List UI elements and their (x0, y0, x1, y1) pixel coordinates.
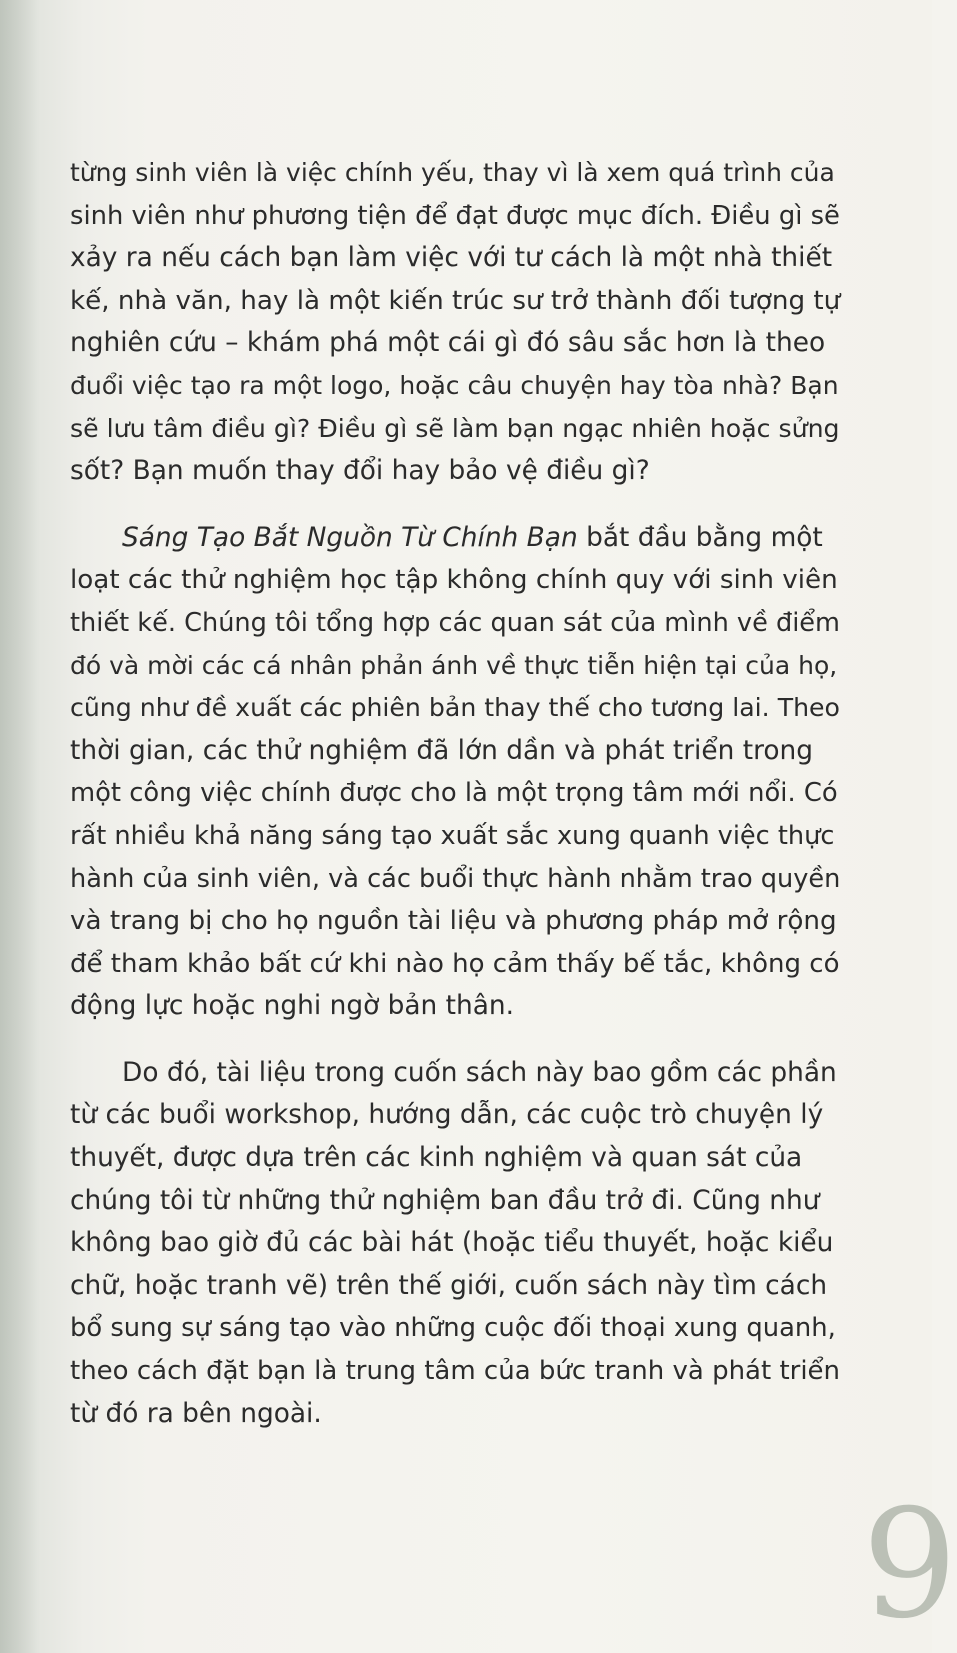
paragraph-1-line-7: sẽ lưu tâm điều gì? Điều gì sẽ làm bạn ngạc nhiên hoặc sửng (70, 413, 840, 443)
paragraph-3-line-2: từ các buổi workshop, hướng dẫn, các cuộc trò chuyện lý (70, 1099, 824, 1131)
paragraph-2-line-7: một công việc chính được cho là một trọng tâm mới nổi. Có (70, 778, 838, 809)
paragraph-3-line-3: thuyết, được dựa trên các kinh nghiệm và quan sát của (70, 1142, 803, 1174)
page-number-digit: 9 (862, 1478, 957, 1652)
paragraph-1-line-2: sinh viên như phương tiện để đạt được mục đích. Điều gì sẽ (70, 200, 840, 231)
paragraph-2 (70, 517, 840, 1028)
paragraph-2-line-12: động lực hoặc nghi ngờ bản thân. (70, 990, 515, 1022)
paragraph-1-line-5: nghiên cứu – khám phá một cái gì đó sâu sắc hơn là theo (70, 327, 826, 359)
paragraph-1-line-1: từng sinh viên là việc chính yếu, thay vì là xem quá trình của (70, 158, 835, 187)
paragraph-1-line-3: xảy ra nếu cách bạn làm việc với tư cách là một nhà thiết (70, 242, 833, 274)
page-gutter-shadow (0, 0, 40, 1653)
paragraph-3-line-9: từ đó ra bên ngoài. (70, 1397, 322, 1429)
paragraph-1-line-4: kế, nhà văn, hay là một kiến trúc sư trở thành đối tượng tự (70, 285, 841, 316)
page-number (862, 1478, 957, 1653)
paragraph-3-line-4: chúng tôi từ những thử nghiệm ban đầu trở đi. Cũng như (70, 1184, 820, 1216)
book-title-italic: Sáng Tạo Bắt Nguồn Từ Chính Bạn (122, 521, 578, 553)
paragraph-2-line-10: và trang bị cho họ nguồn tài liệu và phương pháp mở rộng (70, 906, 837, 937)
paragraph-2-line-1-rest: bắt đầu bằng một (577, 521, 823, 553)
paragraph-3-line-7: bổ sung sự sáng tạo vào những cuộc đối thoại xung quanh, (70, 1313, 836, 1344)
paragraph-2-line-5: cũng như đề xuất các phiên bản thay thế cho tương lai. Theo (70, 693, 840, 723)
paragraph-3 (70, 1052, 840, 1435)
paragraph-2-line-9: hành của sinh viên, và các buổi thực hành nhằm trao quyền (70, 863, 841, 894)
paragraph-2-line-1 (70, 517, 840, 560)
paragraph-1-line-8: sốt? Bạn muốn thay đổi hay bảo vệ điều gì? (70, 455, 650, 487)
paragraph-2-line-11: để tham khảo bất cứ khi nào họ cảm thấy bế tắc, không có (70, 948, 840, 979)
paragraph-3-line-6: chữ, hoặc tranh vẽ) trên thế giới, cuốn sách này tìm cách (70, 1269, 828, 1301)
paragraph-2-line-4: đó và mời các cá nhân phản ánh về thực tiễn hiện tại của họ, (70, 650, 838, 680)
paragraph-3-line-5: không bao giờ đủ các bài hát (hoặc tiểu thuyết, hoặc kiểu (70, 1227, 834, 1259)
paragraph-2-line-6: thời gian, các thử nghiệm đã lớn dần và phát triển trong (70, 734, 813, 766)
paragraph-3-line-1: Do đó, tài liệu trong cuốn sách này bao gồm các phần (122, 1056, 837, 1088)
paragraph-1 (70, 152, 840, 493)
paragraph-2-line-3: thiết kế. Chúng tôi tổng hợp các quan sát của mình về điểm (70, 607, 840, 638)
paragraph-3-line-8: theo cách đặt bạn là trung tâm của bức tranh và phát triển (70, 1356, 841, 1387)
paragraph-2-line-8: rất nhiều khả năng sáng tạo xuất sắc xung quanh việc thực (70, 820, 835, 851)
paragraph-2-line-2: loạt các thử nghiệm học tập không chính quy với sinh viên (70, 565, 838, 596)
paragraph-1-line-6: đuổi việc tạo ra một logo, hoặc câu chuyện hay tòa nhà? Bạn (70, 370, 839, 400)
body-text (70, 152, 840, 1459)
